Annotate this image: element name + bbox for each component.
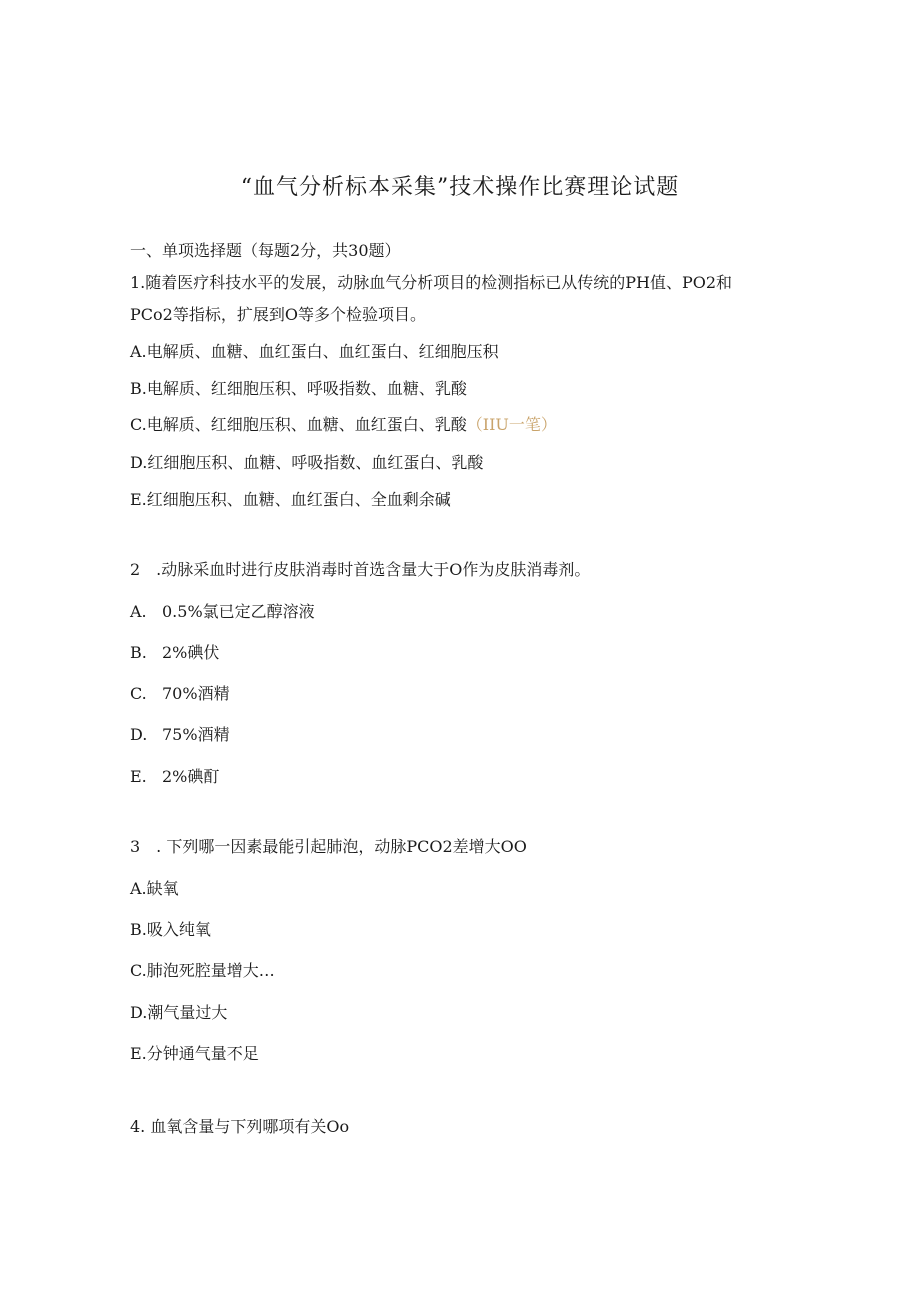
question-2-option-b [130, 640, 219, 663]
option-text: 70%酒精 [162, 684, 230, 703]
question-2-option-d [130, 722, 230, 745]
option-letter: E. [130, 767, 147, 786]
question-3-stem: 3 . 下列哪一因素最能引起肺泡，动脉PCO2差增大OO [130, 837, 527, 856]
question-3-option-d: D.潮气量过大 [130, 1003, 228, 1022]
section-heading: 一、单项选择题（每题2分，共30题） [130, 241, 401, 260]
question-2-option-e [130, 764, 219, 787]
question-1-option-b: B.电解质、红细胞压积、呼吸指数、血糖、乳酸 [130, 379, 467, 398]
option-text: 75%酒精 [162, 725, 230, 744]
question-2-stem: 2 .动脉采血时进行皮肤消毒时首选含量大于O作为皮肤消毒剂。 [130, 560, 591, 579]
option-text: 0.5%氯已定乙醇溶液 [162, 602, 315, 621]
question-1-option-e: E.红细胞压积、血糖、血红蛋白、全血剩余碱 [130, 490, 451, 509]
question-1-stem-line1: 1.随着医疗科技水平的发展，动脉血气分析项目的检测指标已从传统的PH值、PO2和 [130, 273, 733, 292]
question-1-stem-line2: PCo2等指标，扩展到O等多个检验项目。 [130, 305, 426, 324]
page-title: “血气分析标本采集”技术操作比赛理论试题 [240, 175, 680, 200]
option-letter: D. [130, 725, 148, 744]
question-3-option-b: B.吸入纯氧 [130, 920, 211, 939]
question-1-option-c-text: C.电解质、红细胞压积、血糖、血红蛋白、乳酸 [130, 415, 467, 434]
question-2-option-c [130, 681, 230, 704]
question-3-option-c: C.肺泡死腔量增大… [130, 961, 275, 980]
question-1-option-d: D.红细胞压积、血糖、呼吸指数、血红蛋白、乳酸 [130, 453, 484, 472]
handwritten-note: （IIU一笔） [466, 415, 557, 434]
question-3-option-e: E.分钟通气量不足 [130, 1044, 259, 1063]
question-1-option-c [130, 412, 557, 435]
question-2-option-a [130, 599, 315, 622]
option-text: 2%碘酊 [162, 767, 220, 786]
question-4-stem: 4. 血氧含量与下列哪项有关Oo [130, 1117, 350, 1136]
option-letter: C. [130, 684, 147, 703]
option-text: 2%碘伏 [162, 643, 220, 662]
option-letter: A. [130, 602, 147, 621]
question-3-option-a: A.缺氧 [130, 879, 179, 898]
question-1-option-a: A.电解质、血糖、血红蛋白、血红蛋白、红细胞压积 [130, 342, 499, 361]
option-letter: B. [130, 643, 147, 662]
